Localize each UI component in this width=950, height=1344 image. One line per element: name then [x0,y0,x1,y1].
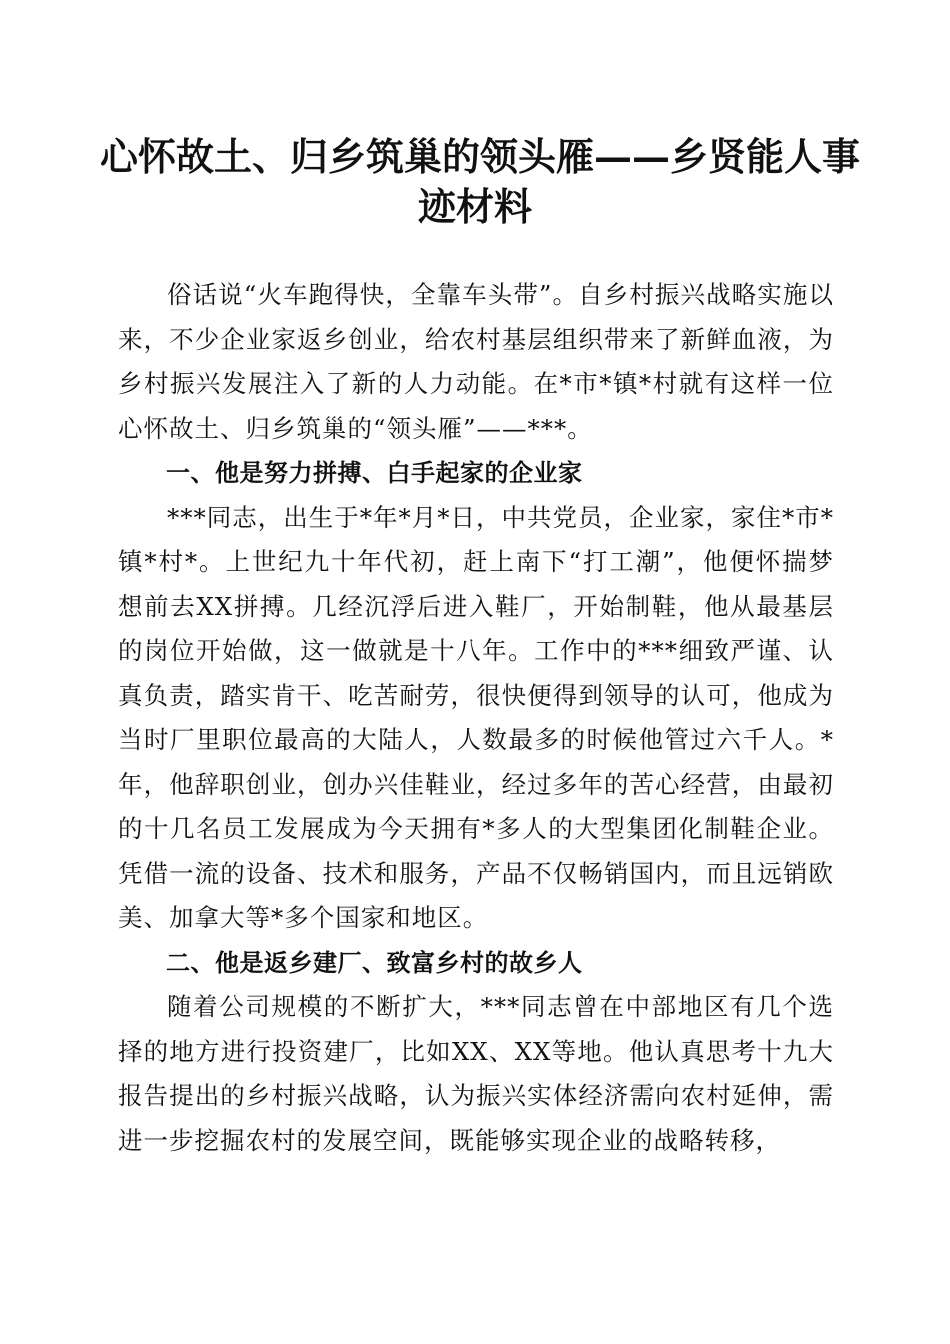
document-title-line-1: 心怀故土、归乡筑巢的领头雁——乡贤能人事 [100,134,861,179]
document-title [100,132,861,232]
section-heading-2: 二、他是返乡建厂、致富乡村的故乡人 [166,948,583,977]
section-heading-1: 一、他是努力拼搏、白手起家的企业家 [166,459,583,487]
section-1-paragraph: ***同志，出生于*年*月*日，中共党员，企业家，家住*市*镇*村*。上世纪九十年代初，赶上南下“打工潮”，他便怀揣梦想前去XX拼搏。几经沉浮后进入鞋厂，开始制鞋，他从最基层的岗位开始做，这一做就是十八年。工作中的***细致严谨、认真负责，踏实肯干、吃苦耐劳，很快便得到领导的认可，他成为当时厂里职位最高的大陆人，人数最多的时候他管过六千人。*年，他辞职创业，创办兴佳鞋业，经过多年的苦心经营，由最初的十几名员工发展成为今天拥有*多人的大型集团化制鞋企业。凭借一流的设备、技术和服务，产品不仅畅销国内，而且远销欧美、加拿大等*多个国家和地区。 [118,502,834,932]
document-body [118,273,834,1163]
document-title-line-2: 迹材料 [417,184,532,229]
intro-paragraph: 俗话说“火车跑得快，全靠车头带”。自乡村振兴战略实施以来，不少企业家返乡创业，给农村基层组织带来了新鲜血液，为乡村振兴发展注入了新的人力动能。在*市*镇*村就有这样一位心怀故土、归乡筑巢的“领头雁”——***。 [118,280,834,443]
section-2-paragraph: 随着公司规模的不断扩大，***同志曾在中部地区有几个选择的地方进行投资建厂，比如XX、XX等地。他认真思考十九大报告提出的乡村振兴战略，认为振兴实体经济需向农村延伸，需进一步挖掘农村的发展空间，既能够实现企业的战略转移， [118,992,834,1155]
